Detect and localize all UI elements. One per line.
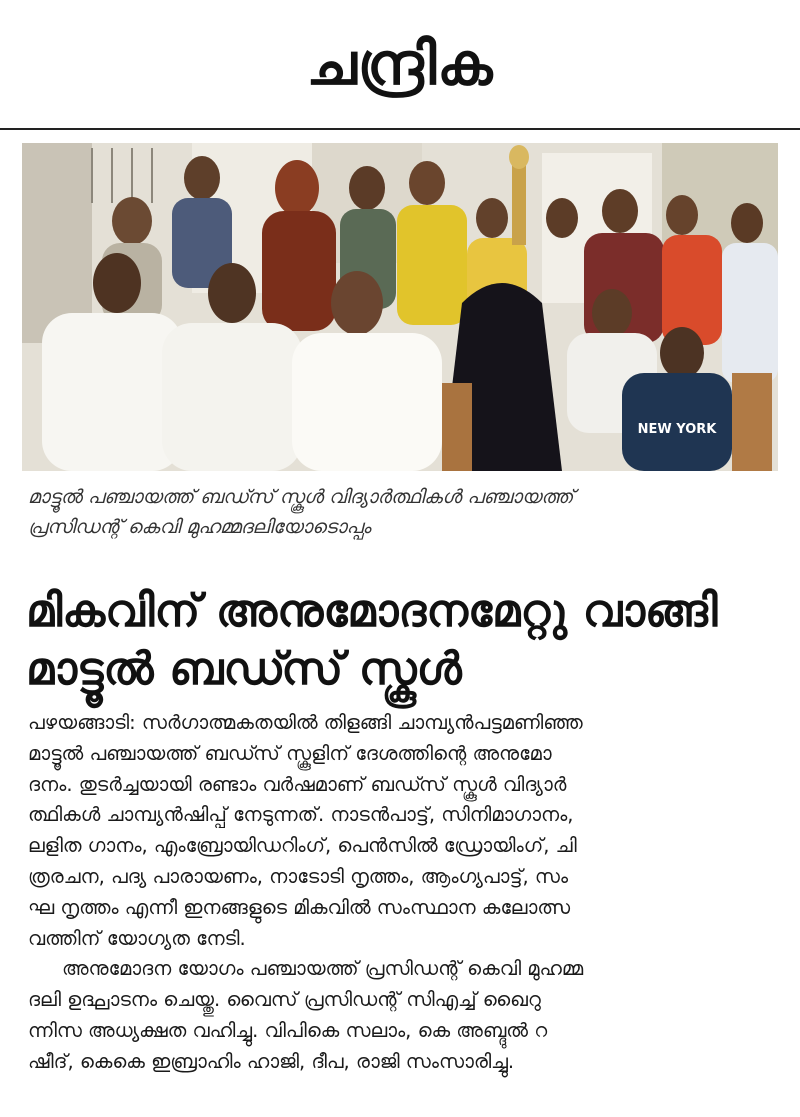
headline-line: മികവിന് അനുമോദനമേറ്റു വാങ്ങി (26, 584, 718, 637)
article-line: ദനം. തുടർച്ചയായി രണ്ടാം വർഷമാണ് ബഡ്സ് സ്കൂൾ വിദ്യാർ (28, 772, 567, 796)
article-line: വത്തിന് യോഗ്യത നേടി. (28, 926, 246, 950)
photo-caption (28, 482, 778, 542)
article-line: ദലി ഉദ്ഘാടനം ചെയ്തു. വൈസ് പ്രസിഡന്റ് സിഎച്ച് ഖൈറു (28, 988, 541, 1012)
article-line: ത്ഥികൾ ചാമ്പ്യൻഷിപ്പ് നേടുന്നത്. നാടൻപാട്ട്, സിനിമാഗാനം, (28, 803, 574, 827)
shirt-print-text: NEW YORK (637, 422, 717, 437)
article-line: പഴയങ്ങാടി: സർഗാത്മകതയിൽ തിളങ്ങി ചാമ്പ്യൻപട്ടമണിഞ്ഞ (28, 711, 583, 734)
article-line: ന്നിസ അധ്യക്ഷത വഹിച്ചു. വിപികെ സലാം, കെ അബ്ദുൽ റ (28, 1018, 548, 1042)
newspaper-title: ചന്ദ്രിക (306, 29, 494, 98)
caption-line: മാട്ടൂൽ പഞ്ചായത്ത് ബഡ്സ് സ്കൂൾ വിദ്യാർത്ഥികൾ പഞ്ചായത്ത് (28, 486, 574, 508)
headline-line: മാട്ടൂൽ ബഡ്സ് സ്കൂൾ (26, 642, 462, 695)
caption-line: പ്രസിഡന്റ് കെവി മുഹമ്മദലിയോടൊപ്പം (28, 516, 371, 538)
article-line: അനുമോദന യോഗം പഞ്ചായത്ത് പ്രസിഡന്റ് കെവി മുഹമ്മ (62, 957, 584, 981)
article-line: ഘ നൃത്തം എന്നീ ഇനങ്ങളുടെ മികവിൽ സംസ്ഥാന കലോത്സ (28, 895, 571, 919)
group-photo (22, 143, 778, 471)
article-body (28, 708, 780, 1078)
masthead (0, 0, 800, 130)
article-line: ഷീദ്, കെകെ ഇബ്രാഹിം ഹാജി, ദീപ, രാജി സംസാരിച്ചു. (28, 1049, 515, 1073)
article-line: ലളിത ഗാനം, എംബ്രോയിഡറിംഗ്, പെൻസിൽ ഡ്രോയിംഗ്, ചി (28, 834, 577, 858)
article-line: ത്രരചന, പദ്യ പാരായണം, നാടോടി നൃത്തം, ആംഗ്യപാട്ട്, സം (28, 864, 569, 888)
article-line: മാട്ടൂൽ പഞ്ചായത്ത് ബഡ്സ് സ്കൂളിന് ദേശത്തിന്റെ അനുമോ (28, 741, 552, 765)
article-headline (26, 582, 786, 698)
